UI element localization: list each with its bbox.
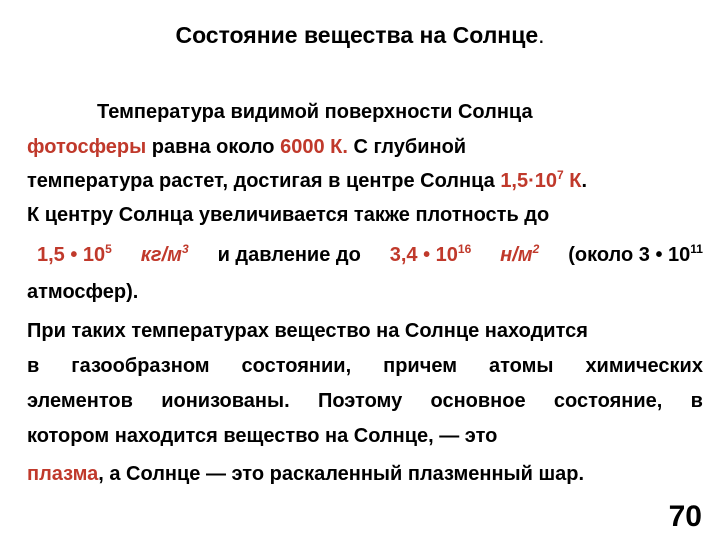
- paragraph-line-7: При таких температурах вещество на Солнце находится: [27, 320, 588, 342]
- word: причем: [383, 355, 457, 377]
- value-exponent: 5: [105, 242, 112, 256]
- paragraph-line-6: атмосфер).: [27, 281, 139, 303]
- paragraph-line-2: [27, 136, 703, 159]
- value-base: 3,4 • 10: [389, 244, 458, 266]
- unit-text: н/м: [500, 244, 533, 266]
- paragraph-line-8: [27, 355, 703, 378]
- text-segment: и давление до: [217, 244, 361, 266]
- unit-density: [141, 244, 189, 267]
- value-density: [37, 244, 112, 267]
- value-base: 1,5·10: [500, 170, 558, 192]
- value-atmospheres: [568, 244, 703, 267]
- text-segment: равна около: [146, 136, 281, 158]
- value-base: 1,5 • 10: [37, 244, 106, 266]
- unit-exponent: 3: [181, 242, 189, 256]
- text-segment: .: [581, 170, 588, 192]
- value-exponent: 16: [457, 242, 472, 256]
- value-exponent: 11: [690, 242, 703, 256]
- word: ионизованы.: [161, 390, 290, 412]
- paragraph-line-5: [37, 244, 703, 267]
- word: элементов: [27, 390, 133, 412]
- paragraph-line-11: [27, 463, 703, 486]
- word: атомы: [488, 355, 554, 377]
- word: газообразном: [71, 355, 210, 377]
- term-photosphere: фотосферы: [27, 136, 147, 158]
- paragraph-line-3: [27, 170, 703, 193]
- word: основное: [430, 390, 526, 412]
- word: состоянии,: [241, 355, 352, 377]
- text-segment: С глубиной: [347, 136, 467, 158]
- unit-exponent: 2: [532, 242, 540, 256]
- value-pressure: [390, 244, 472, 267]
- value-exponent: 7: [557, 168, 564, 182]
- paragraph-line-10: котором находится вещество на Солнце, — это: [27, 425, 498, 447]
- word: в: [690, 390, 703, 412]
- slide-title-text: Состояние вещества на Солнце: [175, 22, 539, 48]
- word: в: [27, 355, 40, 377]
- term-plasma: плазма: [27, 463, 99, 485]
- unit-pressure: [500, 244, 539, 267]
- paragraph-line-1: Температура видимой поверхности Солнца: [97, 101, 533, 123]
- paragraph-line-4: К центру Солнца увеличивается также плотность до: [27, 204, 550, 226]
- value-6000k: 6000 К.: [280, 136, 348, 158]
- word: состояние,: [553, 390, 663, 412]
- unit-text: кг/м: [140, 244, 182, 266]
- word: Поэтому: [317, 390, 403, 412]
- word: химических: [585, 355, 703, 377]
- value-unit: К: [563, 170, 582, 192]
- page-number: 70: [668, 500, 702, 533]
- slide-title-dot: .: [538, 22, 545, 48]
- text-segment: , а Солнце — это раскаленный плазменный шар.: [98, 463, 585, 485]
- value-core-temperature: [500, 170, 581, 192]
- paragraph-line-9: [27, 390, 703, 413]
- slide-title: [0, 22, 720, 49]
- value-base: (около 3 • 10: [568, 244, 691, 266]
- text-segment: температура растет, достигая в центре Солнца: [27, 170, 501, 192]
